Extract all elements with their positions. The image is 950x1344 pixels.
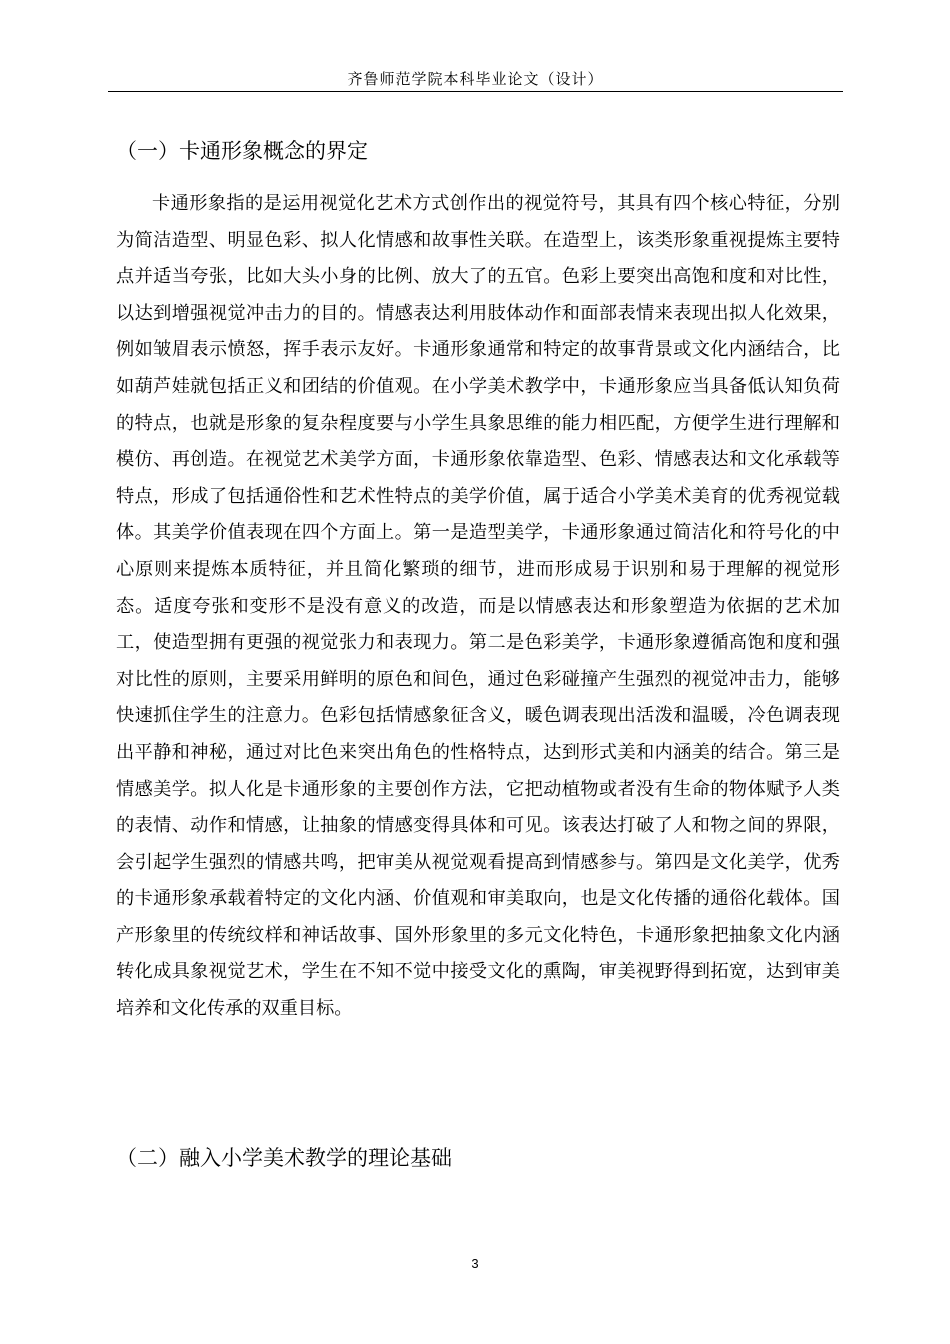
page-number: 3 bbox=[471, 1256, 479, 1271]
section-heading-2: （二）融入小学美术教学的理论基础 bbox=[116, 1146, 452, 1170]
header-rule bbox=[108, 91, 843, 92]
running-header: 齐鲁师范学院本科毕业论文（设计） bbox=[347, 70, 604, 88]
body-paragraph: 卡通形象指的是运用视觉化艺术方式创作出的视觉符号，其具有四个核心特征，分别为简洁造型、明显色彩、拟人化情感和故事性关联。在造型上，该类形象重视提炼主要特点并适当夸张，比如大头小身的比例、放大了的五官。色彩上要突出高饱和度和对比性，以达到增强视觉冲击力的目的。情感表达利用肢体动作和面部表情来表现出拟人化效果，例如皱眉表示愤怒，挥手表示友好。卡通形象通常和特定的故事背景或文化内涵结合，比如葫芦娃就包括正义和团结的价值观。在小学美术教学中，卡通形象应当具备低认知负荷的特点，也就是形象的复杂程度要与小学生具象思维的能力相匹配，方便学生进行理解和模仿、再创造。在视觉艺术美学方面，卡通形象依靠造型、色彩、情感表达和文化承载等特点，形成了包括通俗性和艺术性特点的美学价值，属于适合小学美术美育的优秀视觉载体。其美学价值表现在四个方面上。第一是造型美学，卡通形象通过简洁化和符号化的中心原则来提炼本质特征，并且简化繁琐的细节，进而形成易于识别和易于理解的视觉形态。适度夸张和变形不是没有意义的改造，而是以情感表达和形象塑造为依据的艺术加工，使造型拥有更强的视觉张力和表现力。第二是色彩美学，卡通形象遵循高饱和度和强对比性的原则，主要采用鲜明的原色和间色，通过色彩碰撞产生强烈的视觉冲击力，能够快速抓住学生的注意力。色彩包括情感象征含义，暖色调表现出活泼和温暖，冷色调表现出平静和神秘，通过对比色来突出角色的性格特点，达到形式美和内涵美的结合。第三是情感美学。拟人化是卡通形象的主要创作方法，它把动植物或者没有生命的物体赋予人类的表情、动作和情感，让抽象的情感变得具体和可见。该表达打破了人和物之间的界限，会引起学生强烈的情感共鸣，把审美从视觉观看提高到情感参与。第四是文化美学，优秀的卡通形象承载着特定的文化内涵、价值观和审美取向，也是文化传播的通俗化载体。国产形象里的传统纹样和神话故事、国外形象里的多元文化特色，卡通形象把抽象文化内涵转化成具象视觉艺术，学生在不知不觉中接受文化的熏陶，审美视野得到拓宽，达到审美培养和文化传承的双重目标。 bbox=[116, 193, 840, 1020]
section-heading-1: （一）卡通形象概念的界定 bbox=[116, 139, 368, 163]
